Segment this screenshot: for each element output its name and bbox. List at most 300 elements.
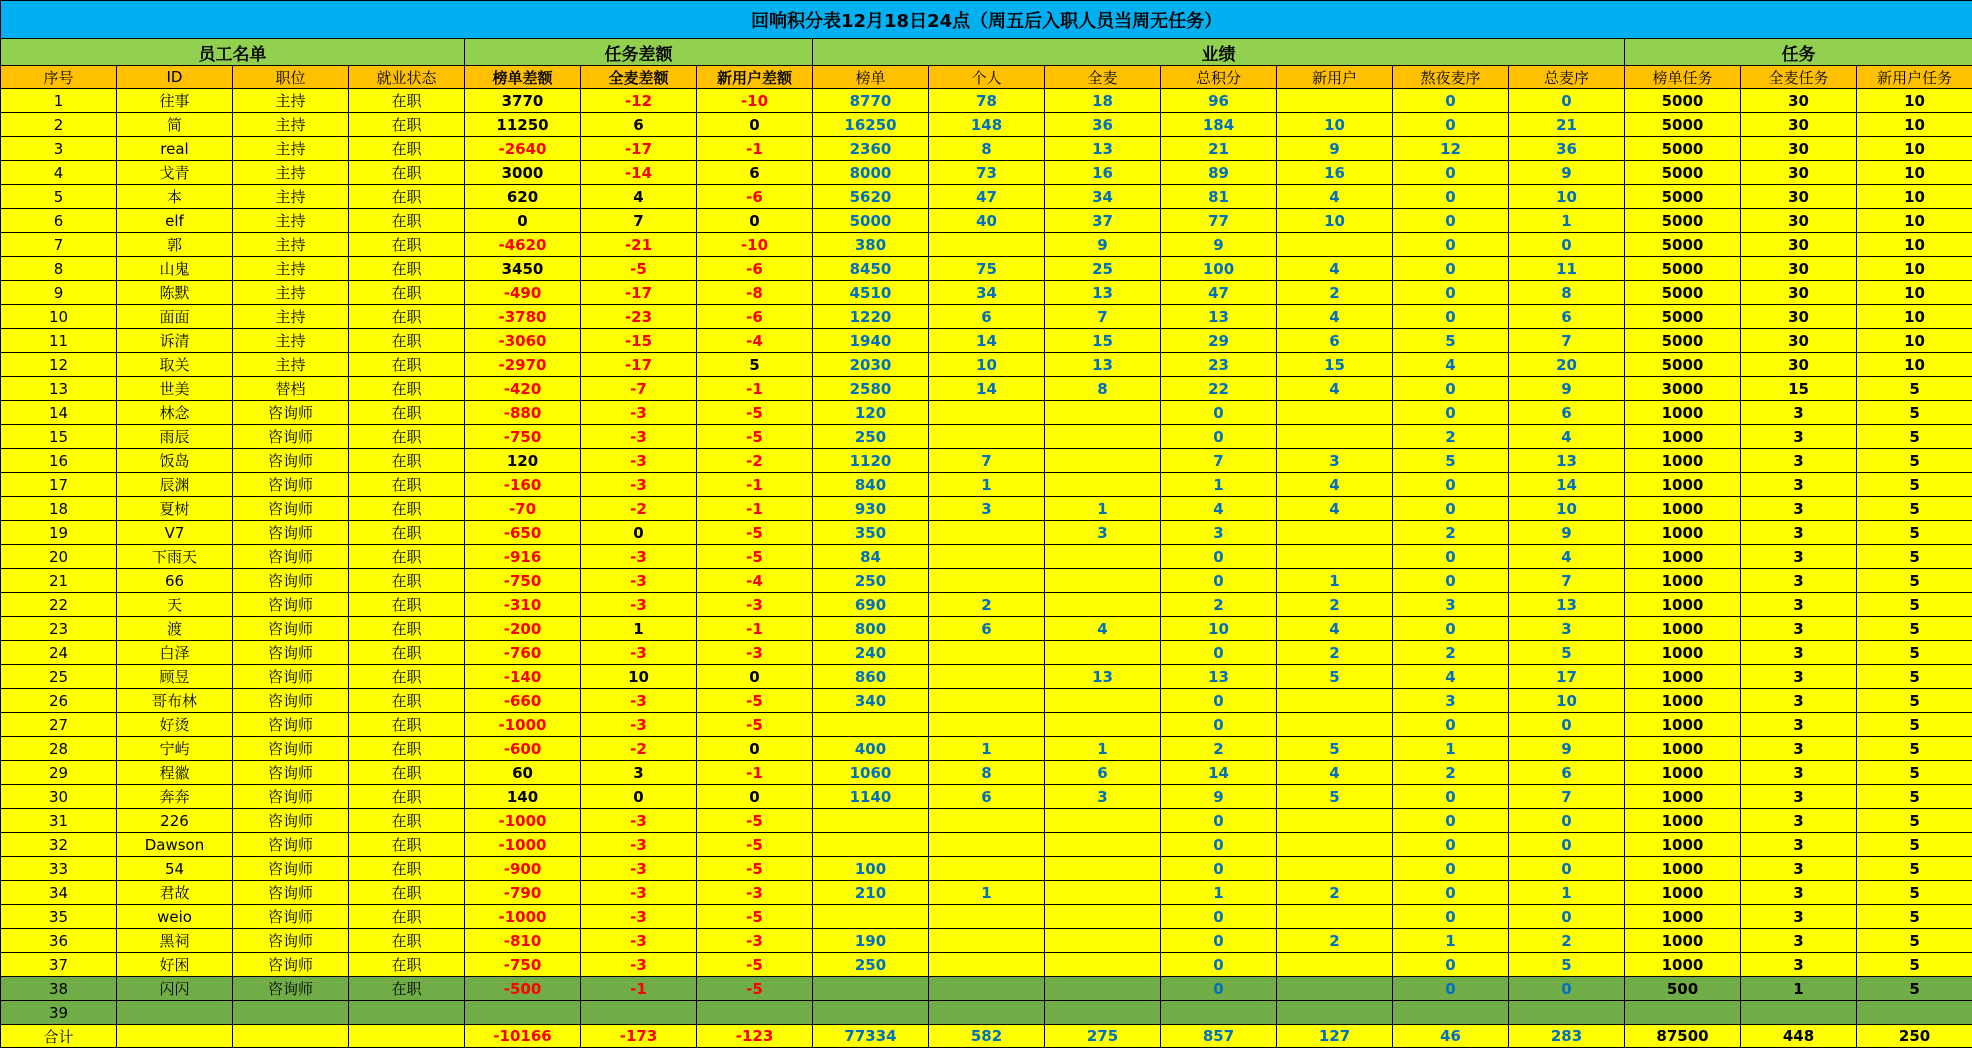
table-cell[interactable]: 36	[1045, 113, 1161, 137]
table-cell[interactable]	[929, 953, 1045, 977]
table-cell[interactable]: 5000	[813, 209, 929, 233]
table-cell[interactable]: 4	[1393, 665, 1509, 689]
table-cell[interactable]: 78	[929, 89, 1045, 113]
table-cell[interactable]	[1045, 641, 1161, 665]
table-cell[interactable]: 2	[1, 113, 117, 137]
table-cell[interactable]: 10	[1, 305, 117, 329]
table-cell[interactable]: 8	[1045, 377, 1161, 401]
table-cell[interactable]: 6	[1509, 305, 1625, 329]
table-cell[interactable]: 39	[1, 1001, 117, 1025]
table-cell[interactable]	[697, 1001, 813, 1025]
table-cell[interactable]: -790	[465, 881, 581, 905]
table-cell[interactable]: 4	[1161, 497, 1277, 521]
table-cell[interactable]	[1277, 233, 1393, 257]
table-cell[interactable]: 26	[1, 689, 117, 713]
table-cell[interactable]: -2640	[465, 137, 581, 161]
table-cell[interactable]: 1	[581, 617, 697, 641]
table-cell[interactable]: 主持	[233, 137, 349, 161]
table-cell[interactable]: 5	[1857, 425, 1972, 449]
table-cell[interactable]: 1000	[1625, 497, 1741, 521]
table-cell[interactable]: 25	[1045, 257, 1161, 281]
table-cell[interactable]: 0	[1393, 497, 1509, 521]
table-cell[interactable]: 29	[1161, 329, 1277, 353]
table-cell[interactable]	[1277, 905, 1393, 929]
table-cell[interactable]: 3	[1277, 449, 1393, 473]
table-cell[interactable]: 1	[1161, 473, 1277, 497]
table-cell[interactable]: 4	[1277, 761, 1393, 785]
table-cell[interactable]: 4	[1277, 185, 1393, 209]
table-cell[interactable]: -3	[697, 881, 813, 905]
table-cell[interactable]: 3	[1741, 785, 1857, 809]
table-cell[interactable]	[1741, 1001, 1857, 1025]
table-cell[interactable]: 10	[581, 665, 697, 689]
table-cell[interactable]: 程徽	[117, 761, 233, 785]
table-cell[interactable]	[1277, 857, 1393, 881]
table-cell[interactable]: 0	[1393, 281, 1509, 305]
table-cell[interactable]: 96	[1161, 89, 1277, 113]
table-cell[interactable]: 21	[1, 569, 117, 593]
table-cell[interactable]: 7	[1509, 785, 1625, 809]
table-cell[interactable]: 奔奔	[117, 785, 233, 809]
table-cell[interactable]	[233, 1001, 349, 1025]
table-cell[interactable]: 5	[1857, 545, 1972, 569]
table-cell[interactable]: 2	[1161, 593, 1277, 617]
table-cell[interactable]: 0	[1161, 569, 1277, 593]
table-cell[interactable]: 0	[1161, 689, 1277, 713]
group-task[interactable]: 任务	[1625, 39, 1972, 66]
table-cell[interactable]: 1	[1509, 881, 1625, 905]
table-cell[interactable]: 1000	[1625, 881, 1741, 905]
table-cell[interactable]: 5620	[813, 185, 929, 209]
table-cell[interactable]: 5	[1857, 785, 1972, 809]
table-cell[interactable]: 30	[1741, 113, 1857, 137]
table-cell[interactable]: 3	[929, 497, 1045, 521]
table-cell[interactable]: 5	[1509, 953, 1625, 977]
table-cell[interactable]: 在职	[349, 113, 465, 137]
table-cell[interactable]: 面面	[117, 305, 233, 329]
table-cell[interactable]: 34	[929, 281, 1045, 305]
table-cell[interactable]: -500	[465, 977, 581, 1001]
table-cell[interactable]: 5000	[1625, 185, 1741, 209]
table-cell[interactable]: 22	[1161, 377, 1277, 401]
table-cell[interactable]: 在职	[349, 977, 465, 1001]
table-cell[interactable]: 主持	[233, 233, 349, 257]
table-cell[interactable]: -3	[581, 449, 697, 473]
table-cell[interactable]: 40	[929, 209, 1045, 233]
table-cell[interactable]: -4	[697, 569, 813, 593]
table-cell[interactable]: 8	[1, 257, 117, 281]
table-cell[interactable]: 8450	[813, 257, 929, 281]
table-cell[interactable]: 37	[1045, 209, 1161, 233]
total-cell[interactable]: 275	[1045, 1025, 1161, 1048]
table-cell[interactable]: 5	[1857, 473, 1972, 497]
table-cell[interactable]: 在职	[349, 473, 465, 497]
table-cell[interactable]	[929, 809, 1045, 833]
table-cell[interactable]: 5	[1393, 329, 1509, 353]
table-cell[interactable]: 在职	[349, 449, 465, 473]
table-cell[interactable]: 8	[929, 137, 1045, 161]
table-cell[interactable]: 主持	[233, 305, 349, 329]
table-cell[interactable]: -2	[581, 497, 697, 521]
table-cell[interactable]: 0	[1393, 209, 1509, 233]
table-cell[interactable]: 3	[1741, 545, 1857, 569]
column-header[interactable]: 个人	[929, 66, 1045, 89]
table-cell[interactable]: -1000	[465, 905, 581, 929]
table-cell[interactable]: 184	[1161, 113, 1277, 137]
table-cell[interactable]: 3	[1741, 617, 1857, 641]
table-cell[interactable]	[581, 1001, 697, 1025]
table-cell[interactable]: 140	[465, 785, 581, 809]
table-cell[interactable]: 咨询师	[233, 521, 349, 545]
table-cell[interactable]	[1045, 545, 1161, 569]
table-cell[interactable]: 1000	[1625, 953, 1741, 977]
table-cell[interactable]: 5	[1857, 665, 1972, 689]
table-cell[interactable]: -3	[581, 641, 697, 665]
table-cell[interactable]: 10	[1857, 89, 1972, 113]
table-cell[interactable]: 0	[1393, 905, 1509, 929]
table-cell[interactable]	[1277, 1001, 1393, 1025]
table-cell[interactable]: 1000	[1625, 905, 1741, 929]
table-cell[interactable]	[1045, 473, 1161, 497]
table-cell[interactable]: 咨询师	[233, 929, 349, 953]
table-cell[interactable]: 辰渊	[117, 473, 233, 497]
table-cell[interactable]: 咨询师	[233, 713, 349, 737]
table-cell[interactable]: 0	[1509, 977, 1625, 1001]
total-cell[interactable]: 46	[1393, 1025, 1509, 1048]
table-cell[interactable]: -1	[697, 473, 813, 497]
table-cell[interactable]: 3	[1393, 593, 1509, 617]
table-cell[interactable]: -1000	[465, 809, 581, 833]
table-cell[interactable]: -2	[581, 737, 697, 761]
table-cell[interactable]: 28	[1, 737, 117, 761]
table-cell[interactable]: 10	[1509, 185, 1625, 209]
table-cell[interactable]: 0	[1393, 257, 1509, 281]
table-cell[interactable]: 16	[1277, 161, 1393, 185]
table-cell[interactable]: 30	[1741, 209, 1857, 233]
table-cell[interactable]: 0	[581, 521, 697, 545]
table-cell[interactable]: -2970	[465, 353, 581, 377]
column-header[interactable]: 新用户	[1277, 66, 1393, 89]
total-cell[interactable]: 582	[929, 1025, 1045, 1048]
table-cell[interactable]: 5	[1857, 809, 1972, 833]
table-cell[interactable]: 190	[813, 929, 929, 953]
table-cell[interactable]: -200	[465, 617, 581, 641]
table-cell[interactable]: 7	[1045, 305, 1161, 329]
table-cell[interactable]	[1277, 977, 1393, 1001]
table-cell[interactable]: 30	[1741, 353, 1857, 377]
table-cell[interactable]: 3	[1741, 569, 1857, 593]
table-cell[interactable]: 3	[1741, 737, 1857, 761]
column-header[interactable]: 序号	[1, 66, 117, 89]
table-cell[interactable]: 咨询师	[233, 761, 349, 785]
table-cell[interactable]: 9	[1509, 521, 1625, 545]
table-cell[interactable]: 4510	[813, 281, 929, 305]
table-cell[interactable]: 5	[1857, 521, 1972, 545]
table-cell[interactable]: 0	[581, 785, 697, 809]
table-cell[interactable]: -3	[581, 953, 697, 977]
table-cell[interactable]: 在职	[349, 809, 465, 833]
table-cell[interactable]	[1277, 833, 1393, 857]
table-cell[interactable]: -3	[697, 929, 813, 953]
column-header[interactable]: ID	[117, 66, 233, 89]
table-cell[interactable]: 5	[1857, 689, 1972, 713]
table-cell[interactable]: 54	[117, 857, 233, 881]
table-cell[interactable]: 9	[1161, 785, 1277, 809]
table-cell[interactable]: 0	[1509, 857, 1625, 881]
table-cell[interactable]: -3	[581, 857, 697, 881]
table-cell[interactable]: 1000	[1625, 857, 1741, 881]
table-cell[interactable]: -3	[581, 881, 697, 905]
table-cell[interactable]: 1000	[1625, 833, 1741, 857]
table-cell[interactable]	[813, 809, 929, 833]
table-cell[interactable]: 3	[1741, 929, 1857, 953]
table-cell[interactable]: 咨询师	[233, 833, 349, 857]
table-cell[interactable]: -760	[465, 641, 581, 665]
column-header[interactable]: 总积分	[1161, 66, 1277, 89]
table-cell[interactable]	[1277, 545, 1393, 569]
table-cell[interactable]: 29	[1, 761, 117, 785]
table-cell[interactable]: 顾昱	[117, 665, 233, 689]
table-cell[interactable]: 5	[1857, 593, 1972, 617]
table-cell[interactable]	[1045, 881, 1161, 905]
table-cell[interactable]: 1	[1, 89, 117, 113]
table-cell[interactable]: 0	[1509, 905, 1625, 929]
table-cell[interactable]	[1045, 401, 1161, 425]
column-header[interactable]: 榜单任务	[1625, 66, 1741, 89]
table-cell[interactable]	[1277, 809, 1393, 833]
table-cell[interactable]: 在职	[349, 593, 465, 617]
table-cell[interactable]: -750	[465, 569, 581, 593]
table-cell[interactable]: 0	[1161, 953, 1277, 977]
table-cell[interactable]: 0	[1393, 377, 1509, 401]
table-cell[interactable]: 5000	[1625, 305, 1741, 329]
table-cell[interactable]: 3	[1741, 881, 1857, 905]
table-cell[interactable]	[1857, 1001, 1972, 1025]
table-cell[interactable]: 咨询师	[233, 401, 349, 425]
table-cell[interactable]: 3	[1741, 401, 1857, 425]
table-cell[interactable]	[929, 1001, 1045, 1025]
table-cell[interactable]: 在职	[349, 185, 465, 209]
table-cell[interactable]: 5000	[1625, 329, 1741, 353]
table-cell[interactable]: 3	[1741, 449, 1857, 473]
table-cell[interactable]: -6	[697, 257, 813, 281]
table-cell[interactable]: 咨询师	[233, 953, 349, 977]
table-cell[interactable]: 4	[1393, 353, 1509, 377]
table-cell[interactable]: 5000	[1625, 137, 1741, 161]
table-cell[interactable]: -5	[697, 809, 813, 833]
table-cell[interactable]: -310	[465, 593, 581, 617]
table-cell[interactable]: 2	[1393, 521, 1509, 545]
table-cell[interactable]: 10	[1277, 113, 1393, 137]
table-cell[interactable]: 黑祠	[117, 929, 233, 953]
table-cell[interactable]: -1	[697, 761, 813, 785]
table-cell[interactable]: 1000	[1625, 785, 1741, 809]
table-cell[interactable]: 0	[1393, 977, 1509, 1001]
total-cell[interactable]: 857	[1161, 1025, 1277, 1048]
table-cell[interactable]: 6	[1, 209, 117, 233]
table-cell[interactable]	[349, 1001, 465, 1025]
table-cell[interactable]: 在职	[349, 857, 465, 881]
table-cell[interactable]: 1140	[813, 785, 929, 809]
table-cell[interactable]: 66	[117, 569, 233, 593]
table-cell[interactable]: 5	[1857, 569, 1972, 593]
table-cell[interactable]: -3	[581, 905, 697, 929]
table-cell[interactable]: 1000	[1625, 449, 1741, 473]
table-cell[interactable]: 宁屿	[117, 737, 233, 761]
table-cell[interactable]: -1	[697, 137, 813, 161]
table-cell[interactable]	[1045, 809, 1161, 833]
table-cell[interactable]: 4	[1509, 425, 1625, 449]
table-cell[interactable]: 3	[1741, 905, 1857, 929]
table-cell[interactable]: 诉清	[117, 329, 233, 353]
table-cell[interactable]: 3	[1741, 857, 1857, 881]
table-cell[interactable]: 0	[697, 665, 813, 689]
table-cell[interactable]: 在职	[349, 833, 465, 857]
table-cell[interactable]: 860	[813, 665, 929, 689]
table-cell[interactable]: 2	[1277, 281, 1393, 305]
table-cell[interactable]: -5	[697, 905, 813, 929]
table-cell[interactable]: -3780	[465, 305, 581, 329]
table-cell[interactable]: -4620	[465, 233, 581, 257]
table-cell[interactable]: 1060	[813, 761, 929, 785]
table-cell[interactable]: -3	[581, 713, 697, 737]
table-cell[interactable]: 在职	[349, 665, 465, 689]
table-cell[interactable]: 1000	[1625, 593, 1741, 617]
table-cell[interactable]: 君故	[117, 881, 233, 905]
table-cell[interactable]: 往事	[117, 89, 233, 113]
table-cell[interactable]: 4	[1277, 617, 1393, 641]
table-cell[interactable]: 在职	[349, 617, 465, 641]
table-cell[interactable]: 0	[1509, 713, 1625, 737]
table-cell[interactable]: 9	[1045, 233, 1161, 257]
table-cell[interactable]: 在职	[349, 305, 465, 329]
table-cell[interactable]	[813, 1001, 929, 1025]
table-cell[interactable]: 3	[1741, 809, 1857, 833]
table-cell[interactable]: 好困	[117, 953, 233, 977]
table-cell[interactable]: 14	[1509, 473, 1625, 497]
table-cell[interactable]: 0	[1393, 113, 1509, 137]
table-cell[interactable]	[1045, 449, 1161, 473]
table-cell[interactable]: -5	[697, 425, 813, 449]
table-cell[interactable]	[1045, 689, 1161, 713]
table-cell[interactable]: 25	[1, 665, 117, 689]
table-cell[interactable]: 210	[813, 881, 929, 905]
table-cell[interactable]: 3	[1741, 641, 1857, 665]
table-cell[interactable]: 6	[1509, 401, 1625, 425]
table-cell[interactable]: 0	[1509, 833, 1625, 857]
table-cell[interactable]: 21	[1509, 113, 1625, 137]
table-cell[interactable]: 9	[1161, 233, 1277, 257]
table-cell[interactable]: 主持	[233, 281, 349, 305]
table-cell[interactable]	[929, 833, 1045, 857]
table-cell[interactable]: 75	[929, 257, 1045, 281]
table-cell[interactable]: 5	[1857, 737, 1972, 761]
table-cell[interactable]: 0	[1393, 233, 1509, 257]
column-header[interactable]: 新用户任务	[1857, 66, 1972, 89]
table-cell[interactable]: 4	[1045, 617, 1161, 641]
table-cell[interactable]: 饭岛	[117, 449, 233, 473]
table-cell[interactable]: 60	[465, 761, 581, 785]
table-cell[interactable]: -1	[581, 977, 697, 1001]
table-cell[interactable]: 30	[1741, 329, 1857, 353]
table-cell[interactable]: 主持	[233, 113, 349, 137]
table-cell[interactable]: 0	[1393, 185, 1509, 209]
table-cell[interactable]: 5000	[1625, 161, 1741, 185]
table-cell[interactable]: 6	[1045, 761, 1161, 785]
table-cell[interactable]: 0	[1393, 953, 1509, 977]
table-cell[interactable]: 400	[813, 737, 929, 761]
table-cell[interactable]: 替档	[233, 377, 349, 401]
table-cell[interactable]: -3	[581, 473, 697, 497]
table-cell[interactable]: -916	[465, 545, 581, 569]
sheet-title[interactable]: 回响积分表12月18日24点（周五后入职人员当周无任务）	[1, 1, 1972, 39]
table-cell[interactable]: 1000	[1625, 737, 1741, 761]
table-cell[interactable]: 4	[1277, 257, 1393, 281]
table-cell[interactable]: 15	[1045, 329, 1161, 353]
table-cell[interactable]: 20	[1509, 353, 1625, 377]
table-cell[interactable]: 4	[1, 161, 117, 185]
table-cell[interactable]	[929, 425, 1045, 449]
table-cell[interactable]: -420	[465, 377, 581, 401]
table-cell[interactable]: 1	[929, 473, 1045, 497]
table-cell[interactable]: 咨询师	[233, 593, 349, 617]
table-cell[interactable]: 11	[1509, 257, 1625, 281]
table-cell[interactable]: 5	[1857, 377, 1972, 401]
table-cell[interactable]: 0	[1393, 881, 1509, 905]
table-cell[interactable]: 73	[929, 161, 1045, 185]
table-cell[interactable]: 3	[1, 137, 117, 161]
table-cell[interactable]: 9	[1509, 377, 1625, 401]
table-cell[interactable]: 5	[1857, 761, 1972, 785]
table-cell[interactable]: 3000	[465, 161, 581, 185]
table-cell[interactable]: 0	[697, 785, 813, 809]
table-cell[interactable]	[1393, 1001, 1509, 1025]
table-cell[interactable]: 在职	[349, 737, 465, 761]
table-cell[interactable]	[929, 521, 1045, 545]
table-cell[interactable]: 0	[1393, 545, 1509, 569]
table-cell[interactable]: 5	[1857, 881, 1972, 905]
table-cell[interactable]	[929, 545, 1045, 569]
table-cell[interactable]: 380	[813, 233, 929, 257]
table-cell[interactable]: 500	[1625, 977, 1741, 1001]
table-cell[interactable]: 5000	[1625, 353, 1741, 377]
table-cell[interactable]: 13	[1045, 137, 1161, 161]
table-cell[interactable]: 咨询师	[233, 617, 349, 641]
table-cell[interactable]	[1625, 1001, 1741, 1025]
table-cell[interactable]: 7	[1509, 569, 1625, 593]
table-cell[interactable]: 5	[1857, 497, 1972, 521]
table-cell[interactable]: 620	[465, 185, 581, 209]
table-cell[interactable]: 在职	[349, 785, 465, 809]
table-cell[interactable]: 0	[1161, 641, 1277, 665]
table-cell[interactable]: 8000	[813, 161, 929, 185]
table-cell[interactable]: 2	[1393, 761, 1509, 785]
table-cell[interactable]	[1277, 425, 1393, 449]
table-cell[interactable]: 27	[1, 713, 117, 737]
table-cell[interactable]: -5	[697, 857, 813, 881]
table-cell[interactable]: -70	[465, 497, 581, 521]
total-cell[interactable]: 77334	[813, 1025, 929, 1048]
table-cell[interactable]	[929, 401, 1045, 425]
table-cell[interactable]: 0	[1161, 401, 1277, 425]
table-cell[interactable]: 13	[1161, 305, 1277, 329]
table-cell[interactable]: 250	[813, 425, 929, 449]
table-cell[interactable]: 好烫	[117, 713, 233, 737]
table-cell[interactable]: 9	[1509, 161, 1625, 185]
table-cell[interactable]: 6	[1509, 761, 1625, 785]
table-cell[interactable]: 6	[1277, 329, 1393, 353]
table-cell[interactable]: 1220	[813, 305, 929, 329]
